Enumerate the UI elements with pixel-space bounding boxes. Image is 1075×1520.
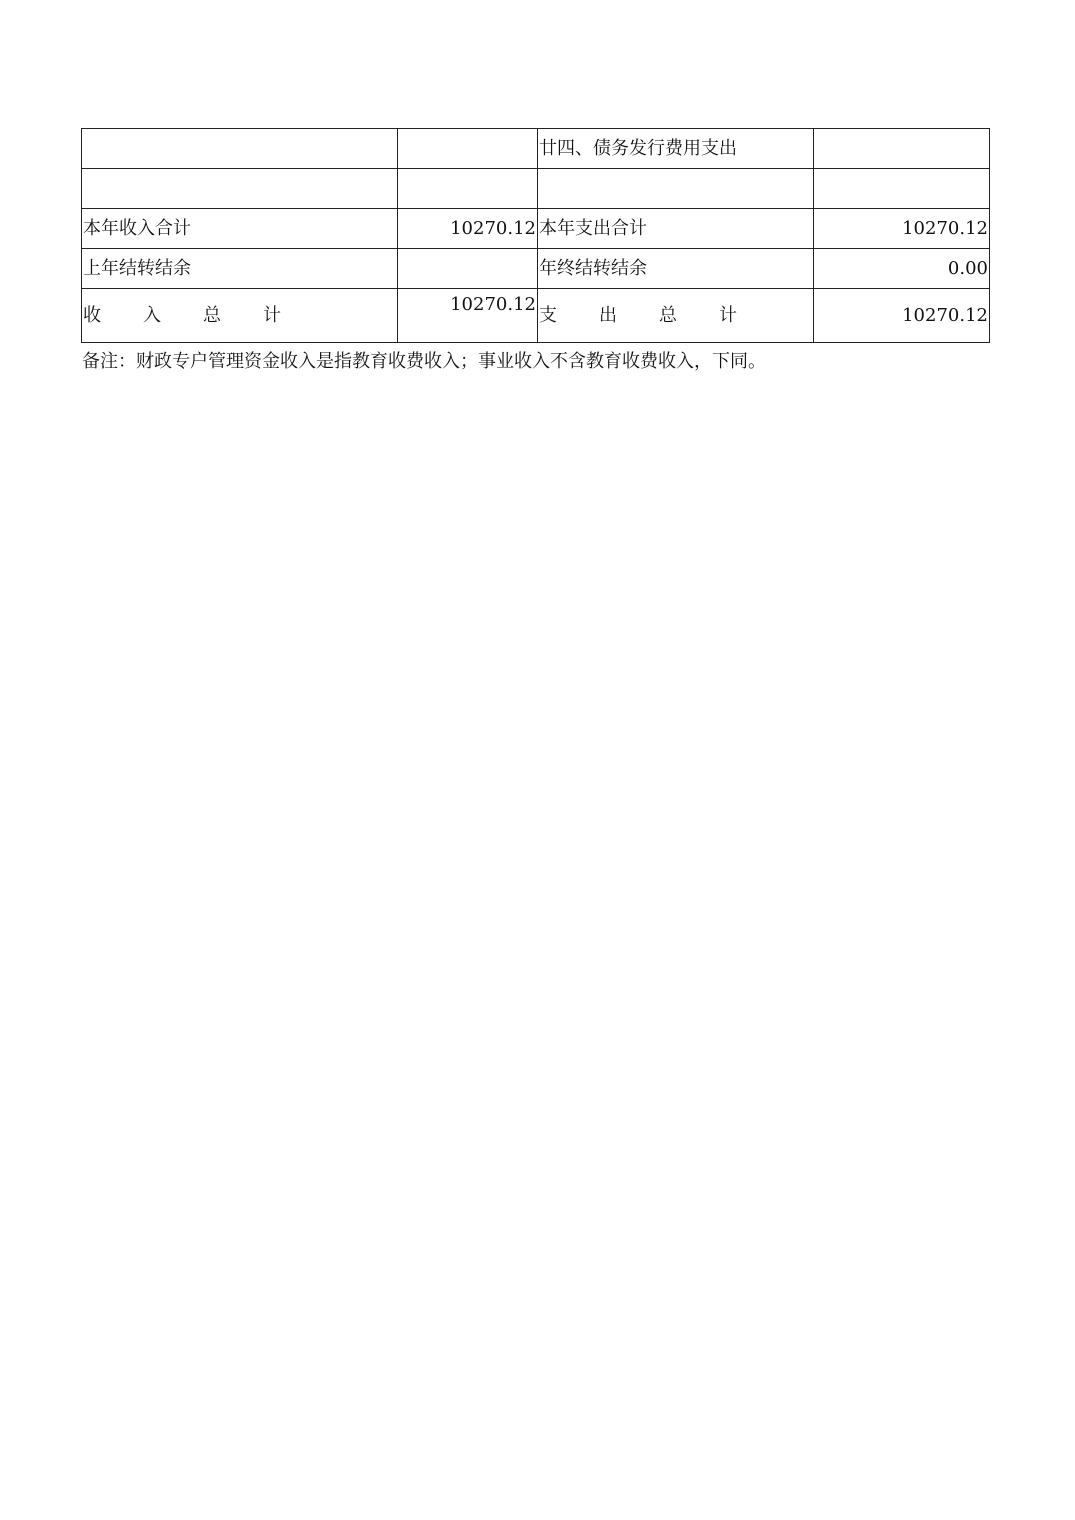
expense-total-value: 10270.12 — [814, 289, 990, 343]
income-total-char: 入 — [143, 305, 161, 326]
expense-value-cell: 10270.12 — [814, 209, 990, 249]
income-label-cell: 本年收入合计 — [82, 209, 398, 249]
income-total-value: 10270.12 — [398, 289, 538, 343]
income-label-cell — [82, 129, 398, 169]
table-row — [82, 129, 990, 169]
expense-label-cell: 廿四、债务发行费用支出 — [538, 129, 814, 169]
table-row — [82, 209, 990, 249]
income-label-cell — [82, 169, 398, 209]
income-total-char: 计 — [263, 305, 281, 326]
expense-value-cell — [814, 129, 990, 169]
table-row — [82, 249, 990, 289]
expense-total-label — [538, 289, 814, 343]
expense-total-char: 支 — [539, 305, 557, 326]
total-row — [82, 289, 990, 343]
income-total-label — [82, 289, 398, 343]
expense-label-cell: 年终结转结余 — [538, 249, 814, 289]
income-value-cell: 10270.12 — [398, 209, 538, 249]
income-label-cell: 上年结转结余 — [82, 249, 398, 289]
expense-label-cell — [538, 169, 814, 209]
expense-total-char: 计 — [719, 305, 737, 326]
budget-summary-table — [81, 128, 990, 343]
income-value-cell — [398, 129, 538, 169]
expense-value-cell: 0.00 — [814, 249, 990, 289]
expense-total-char: 出 — [599, 305, 617, 326]
footnote: 备注：财政专户管理资金收入是指教育收费收入；事业收入不含教育收费收入，下同。 — [82, 351, 766, 372]
expense-total-char: 总 — [659, 305, 677, 326]
table-row — [82, 169, 990, 209]
income-total-char: 收 — [83, 305, 101, 326]
expense-label-cell: 本年支出合计 — [538, 209, 814, 249]
income-value-cell — [398, 249, 538, 289]
income-total-char: 总 — [203, 305, 221, 326]
income-value-cell — [398, 169, 538, 209]
expense-value-cell — [814, 169, 990, 209]
